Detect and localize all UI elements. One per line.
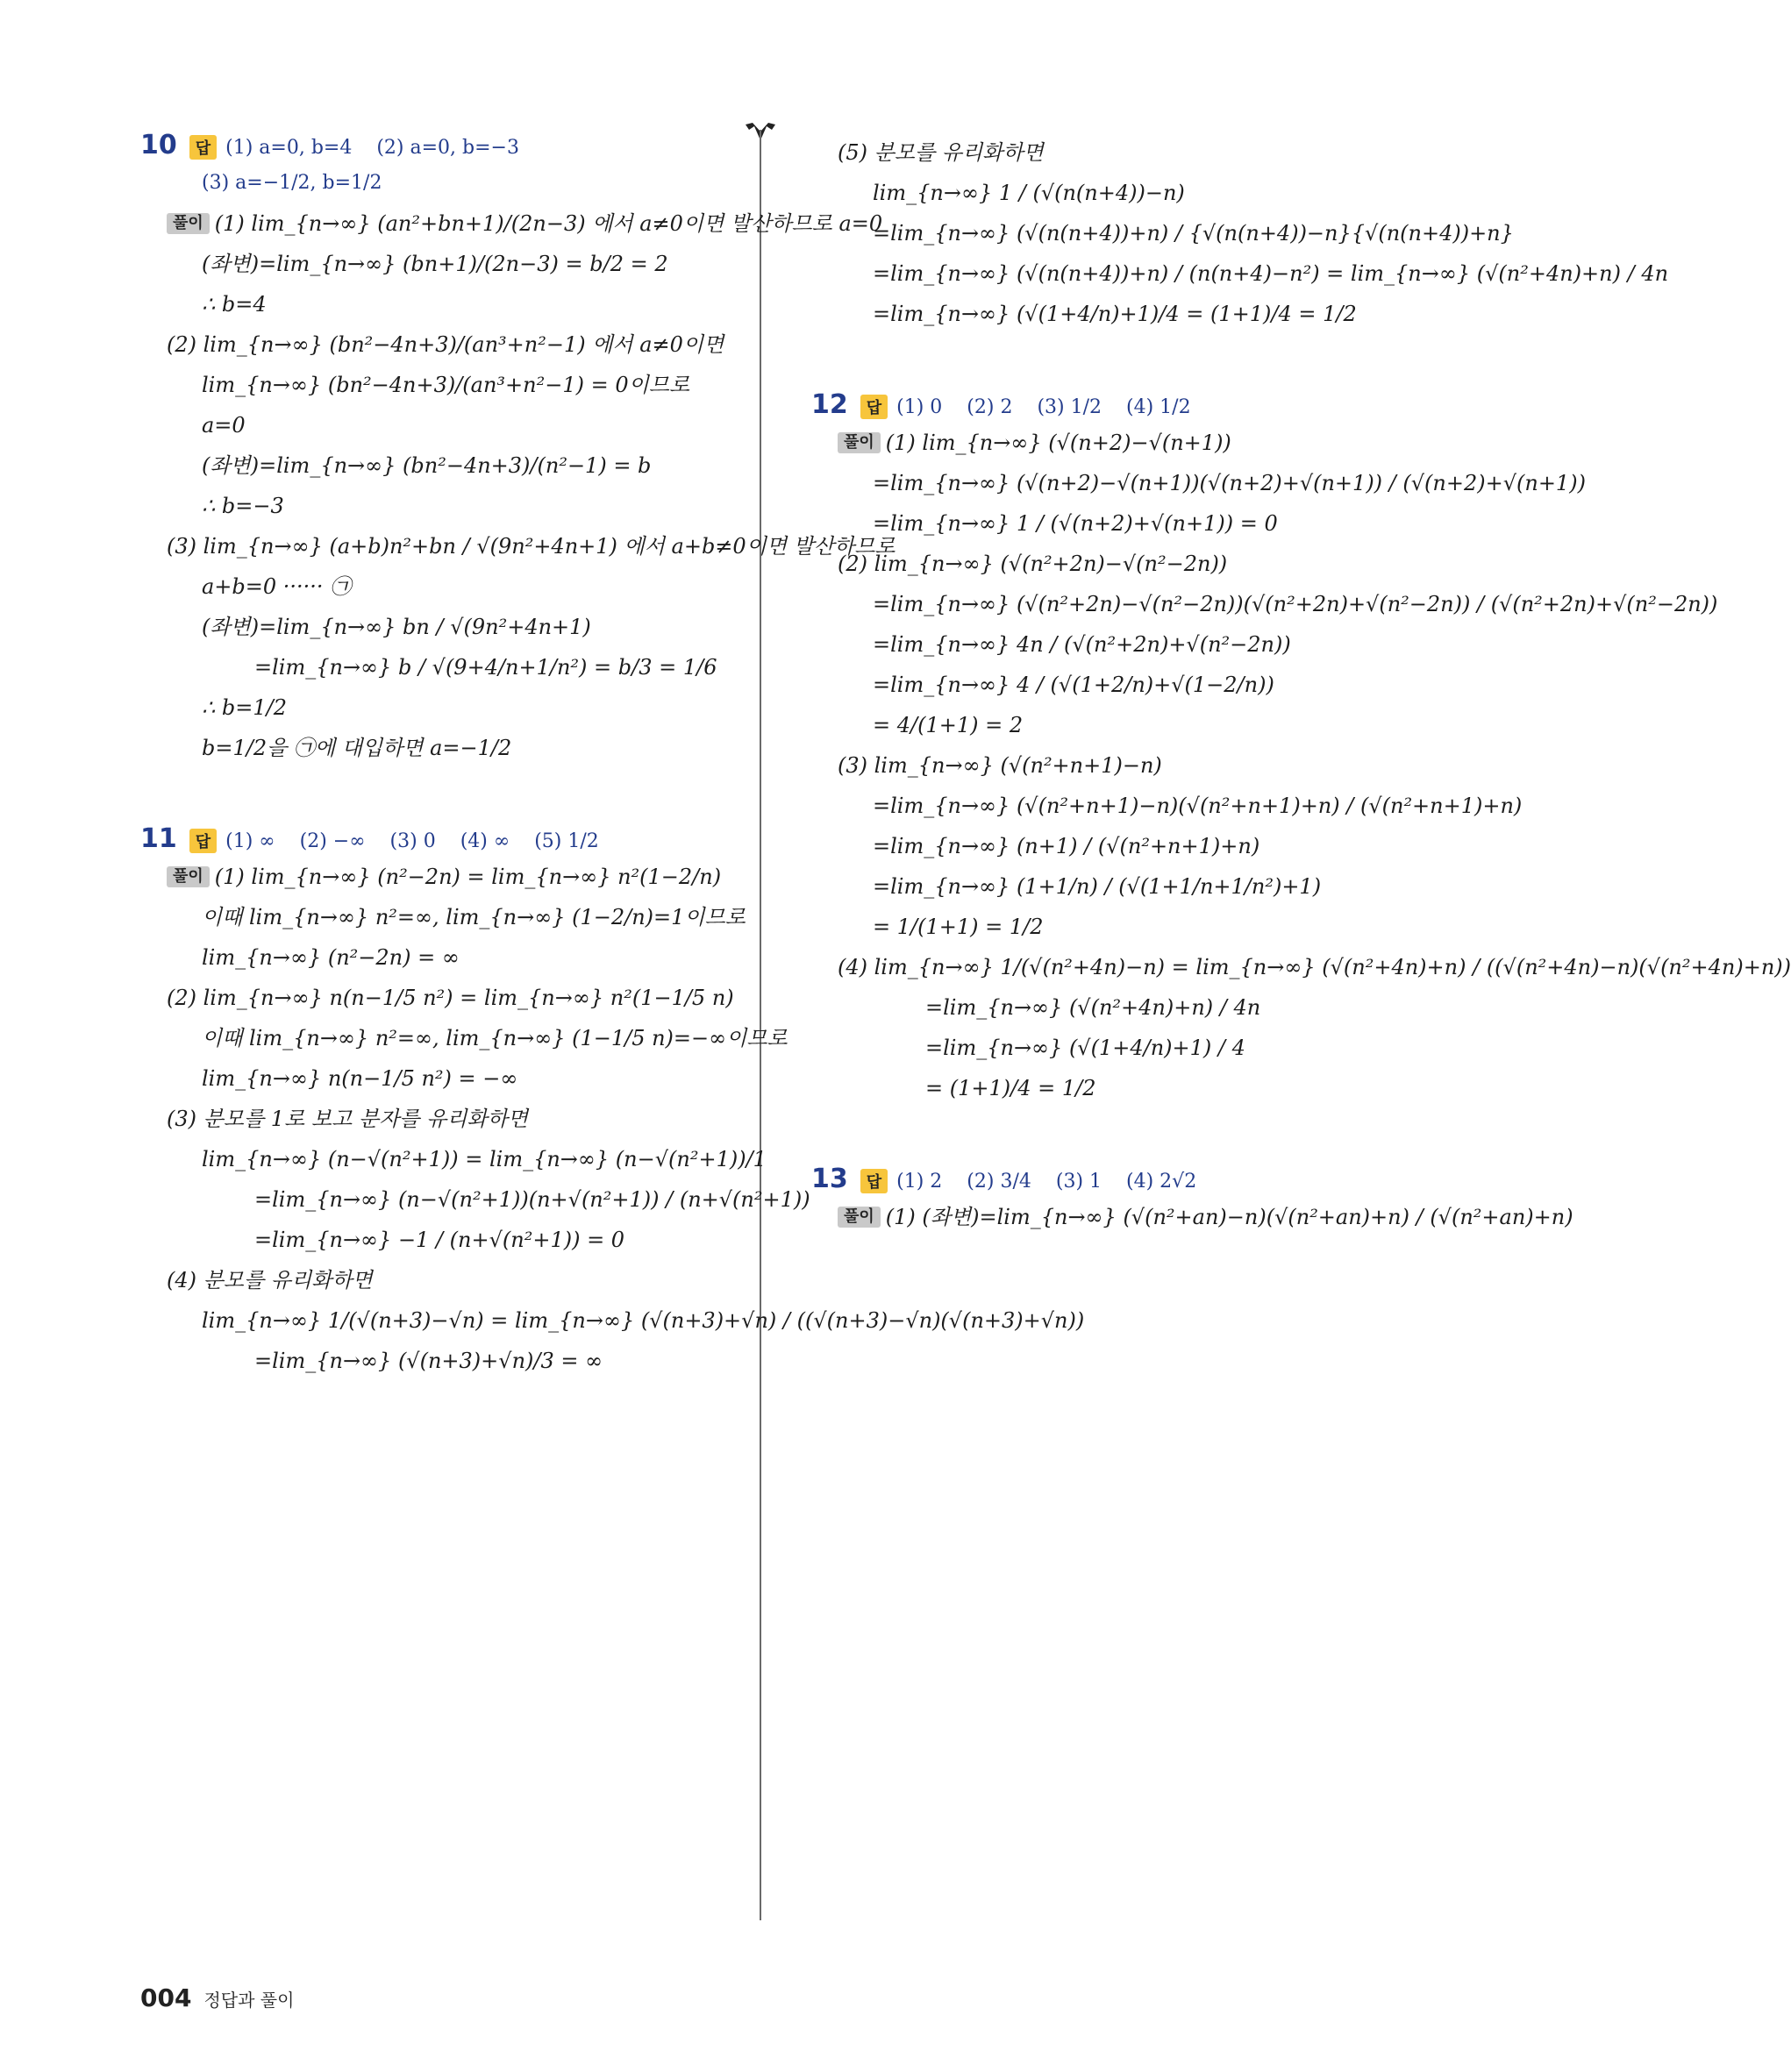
- answer-item: (4) 2√2: [1126, 1171, 1197, 1193]
- answer-item: (3) 1/2: [1037, 396, 1102, 418]
- problem-number: 10: [140, 130, 177, 160]
- solution-line: (좌변)=lim_{n→∞} (bn+1)/(2n−3) = b/2 = 2: [202, 251, 668, 276]
- solution-line: =lim_{n→∞} (n+1) / (√(n²+n+1)+n): [873, 833, 1260, 858]
- solution-line: =lim_{n→∞} b / √(9+4/n+1/n²) = b/3 = 1/6: [254, 654, 717, 680]
- solution-line: lim_{n→∞} 1/(√(n+3)−√n) = lim_{n→∞} (√(n+3)+√n) / ((√(n+3)−√n)(√(n+3)+√n)): [202, 1307, 1085, 1333]
- problem-number: 11: [140, 823, 177, 854]
- solution-line: (좌변)=lim_{n→∞} bn / √(9n²+4n+1): [202, 614, 591, 639]
- solution-line: ∴ b=1/2: [202, 694, 287, 720]
- solution-line: a+b=0 ······ ㉠: [202, 573, 352, 599]
- solution-line: lim_{n→∞} (bn²−4n+3)/(an³+n²−1) = 0이므로: [202, 372, 690, 397]
- answer-item: (2) −∞: [299, 830, 366, 852]
- solution-line: =lim_{n→∞} (√(n²+n+1)−n)(√(n²+n+1)+n) / (√(n²+n+1)+n): [873, 793, 1523, 818]
- answer-item: (1) 2: [896, 1171, 943, 1193]
- solution-badge: 풀이: [838, 1207, 881, 1228]
- solution-line: (1) (좌변)=lim_{n→∞} (√(n²+an)−n)(√(n²+an)+n) / (√(n²+an)+n): [885, 1204, 1573, 1229]
- answer-badge: 답: [860, 395, 888, 419]
- solution-line: (2) lim_{n→∞} n(n−1/5 n²) = lim_{n→∞} n²(1−1/5 n): [167, 985, 734, 1010]
- solution-line: (좌변)=lim_{n→∞} (bn²−4n+3)/(n²−1) = b: [202, 452, 652, 478]
- solution-line: =lim_{n→∞} (√(n²+4n)+n) / 4n: [925, 994, 1261, 1020]
- solution-line: = (1+1)/4 = 1/2: [925, 1075, 1096, 1100]
- solution-line: b=1/2을 ㉠에 대입하면 a=−1/2: [202, 735, 512, 760]
- answer-item: (4) 1/2: [1126, 396, 1191, 418]
- solution-line: ∴ b=−3: [202, 493, 284, 518]
- problem-12: [811, 389, 1791, 1106]
- page-number: 004: [140, 1983, 192, 2012]
- solution-line: (3) 분모를 1로 보고 분자를 유리화하면: [167, 1106, 528, 1131]
- solution-line: =lim_{n→∞} (√(n+2)−√(n+1))(√(n+2)+√(n+1)) / (√(n+2)+√(n+1)): [873, 470, 1586, 495]
- answer-badge: 답: [189, 135, 217, 160]
- solution-line: lim_{n→∞} (n²−2n) = ∞: [202, 944, 460, 970]
- solution-line: = 4/(1+1) = 2: [873, 712, 1024, 737]
- answer-item: (2) 2: [967, 396, 1013, 418]
- answer-item: (1) a=0, b=4: [225, 137, 353, 159]
- answer-item: (3) 1: [1055, 1171, 1102, 1193]
- page-section-label: 정답과 풀이: [203, 1990, 295, 2011]
- answer-item: (3) 0: [389, 830, 436, 852]
- solution-line: (1) lim_{n→∞} (n²−2n) = lim_{n→∞} n²(1−2/n): [214, 864, 722, 889]
- answer-item: (1) 0: [896, 396, 943, 418]
- solution-line: =lim_{n→∞} 1 / (√(n+2)+√(n+1)) = 0: [873, 510, 1278, 536]
- solution-line: (5) 분모를 유리화하면: [838, 139, 1044, 165]
- solution-line: (4) 분모를 유리화하면: [167, 1267, 373, 1292]
- solution-line: =lim_{n→∞} (√(n²+2n)−√(n²−2n))(√(n²+2n)+√(n²−2n)) / (√(n²+2n)+√(n²−2n)): [873, 591, 1718, 616]
- solution-line: a=0: [202, 412, 246, 438]
- solution-line: 이때 lim_{n→∞} n²=∞, lim_{n→∞} (1−2/n)=1이므로: [202, 904, 746, 929]
- problem-number: 13: [811, 1164, 848, 1194]
- solution-line: lim_{n→∞} n(n−1/5 n²) = −∞: [202, 1065, 518, 1091]
- solution-line: = 1/(1+1) = 1/2: [873, 914, 1044, 939]
- answer-item: (4) ∞: [460, 830, 510, 852]
- problem-10: [140, 130, 896, 765]
- answer-badge: 답: [860, 1169, 888, 1193]
- solution-line: =lim_{n→∞} (√(1+4/n)+1) / 4: [925, 1035, 1245, 1060]
- problem-13: [811, 1164, 1573, 1235]
- page-footer: [140, 1983, 294, 2012]
- solution-line: =lim_{n→∞} (n−√(n²+1))(n+√(n²+1)) / (n+√(n²+1)): [254, 1186, 810, 1212]
- solution-badge: 풀이: [167, 213, 210, 234]
- solution-line: =lim_{n→∞} (√(1+4/n)+1)/4 = (1+1)/4 = 1/2: [873, 301, 1357, 326]
- solution-line: =lim_{n→∞} 4n / (√(n²+2n)+√(n²−2n)): [873, 631, 1291, 657]
- solution-line: lim_{n→∞} (n−√(n²+1)) = lim_{n→∞} (n−√(n²+1))/1: [202, 1146, 767, 1171]
- solution-line: (2) lim_{n→∞} (bn²−4n+3)/(an³+n²−1) 에서 a≠0이면: [167, 331, 724, 357]
- answer-item: (3) a=−1/2, b=1/2: [202, 171, 382, 194]
- solution-badge: 풀이: [838, 432, 881, 453]
- solution-line: =lim_{n→∞} (√(n(n+4))+n) / (n(n+4)−n²) = lim_{n→∞} (√(n²+4n)+n) / 4n: [873, 260, 1669, 286]
- answer-item: (2) a=0, b=−3: [376, 137, 519, 159]
- problem-number: 12: [811, 389, 848, 420]
- solution-line: lim_{n→∞} 1 / (√(n(n+4))−n): [873, 180, 1185, 205]
- solution-line: (1) lim_{n→∞} (an²+bn+1)/(2n−3) 에서 a≠0이면 발산하므로 a=0: [214, 210, 883, 236]
- solution-line: =lim_{n→∞} (√(n(n+4))+n) / {√(n(n+4))−n}{√(n(n+4))+n}: [873, 220, 1514, 246]
- solution-line: (3) lim_{n→∞} (√(n²+n+1)−n): [838, 752, 1162, 778]
- answer-item: (1) ∞: [225, 830, 275, 852]
- solution-line: ∴ b=4: [202, 291, 267, 317]
- solution-line: (1) lim_{n→∞} (√(n+2)−√(n+1)): [885, 430, 1231, 455]
- solution-line: =lim_{n→∞} (1+1/n) / (√(1+1/n+1/n²)+1): [873, 873, 1322, 899]
- solution-badge: 풀이: [167, 866, 210, 887]
- solution-line: =lim_{n→∞} (√(n+3)+√n)/3 = ∞: [254, 1348, 603, 1373]
- solution-line: (3) lim_{n→∞} (a+b)n²+bn / √(9n²+4n+1) 에서 a+b≠0이면 발산하므로: [167, 533, 896, 559]
- solution-line: 이때 lim_{n→∞} n²=∞, lim_{n→∞} (1−1/5 n)=−∞이므로: [202, 1025, 788, 1050]
- solution-line: =lim_{n→∞} −1 / (n+√(n²+1)) = 0: [254, 1227, 625, 1252]
- answer-item: (5) 1/2: [534, 830, 599, 852]
- solution-line: (4) lim_{n→∞} 1/(√(n²+4n)−n) = lim_{n→∞} (√(n²+4n)+n) / ((√(n²+4n)−n)(√(n²+4n)+n)): [838, 954, 1791, 979]
- answer-badge: 답: [189, 829, 217, 853]
- solution-line: =lim_{n→∞} 4 / (√(1+2/n)+√(1−2/n)): [873, 672, 1274, 697]
- answer-item: (2) 3/4: [967, 1171, 1031, 1193]
- right-column: [811, 130, 1791, 1240]
- solution-line: (2) lim_{n→∞} (√(n²+2n)−√(n²−2n)): [838, 551, 1228, 576]
- problem-11-continued: [811, 135, 1669, 331]
